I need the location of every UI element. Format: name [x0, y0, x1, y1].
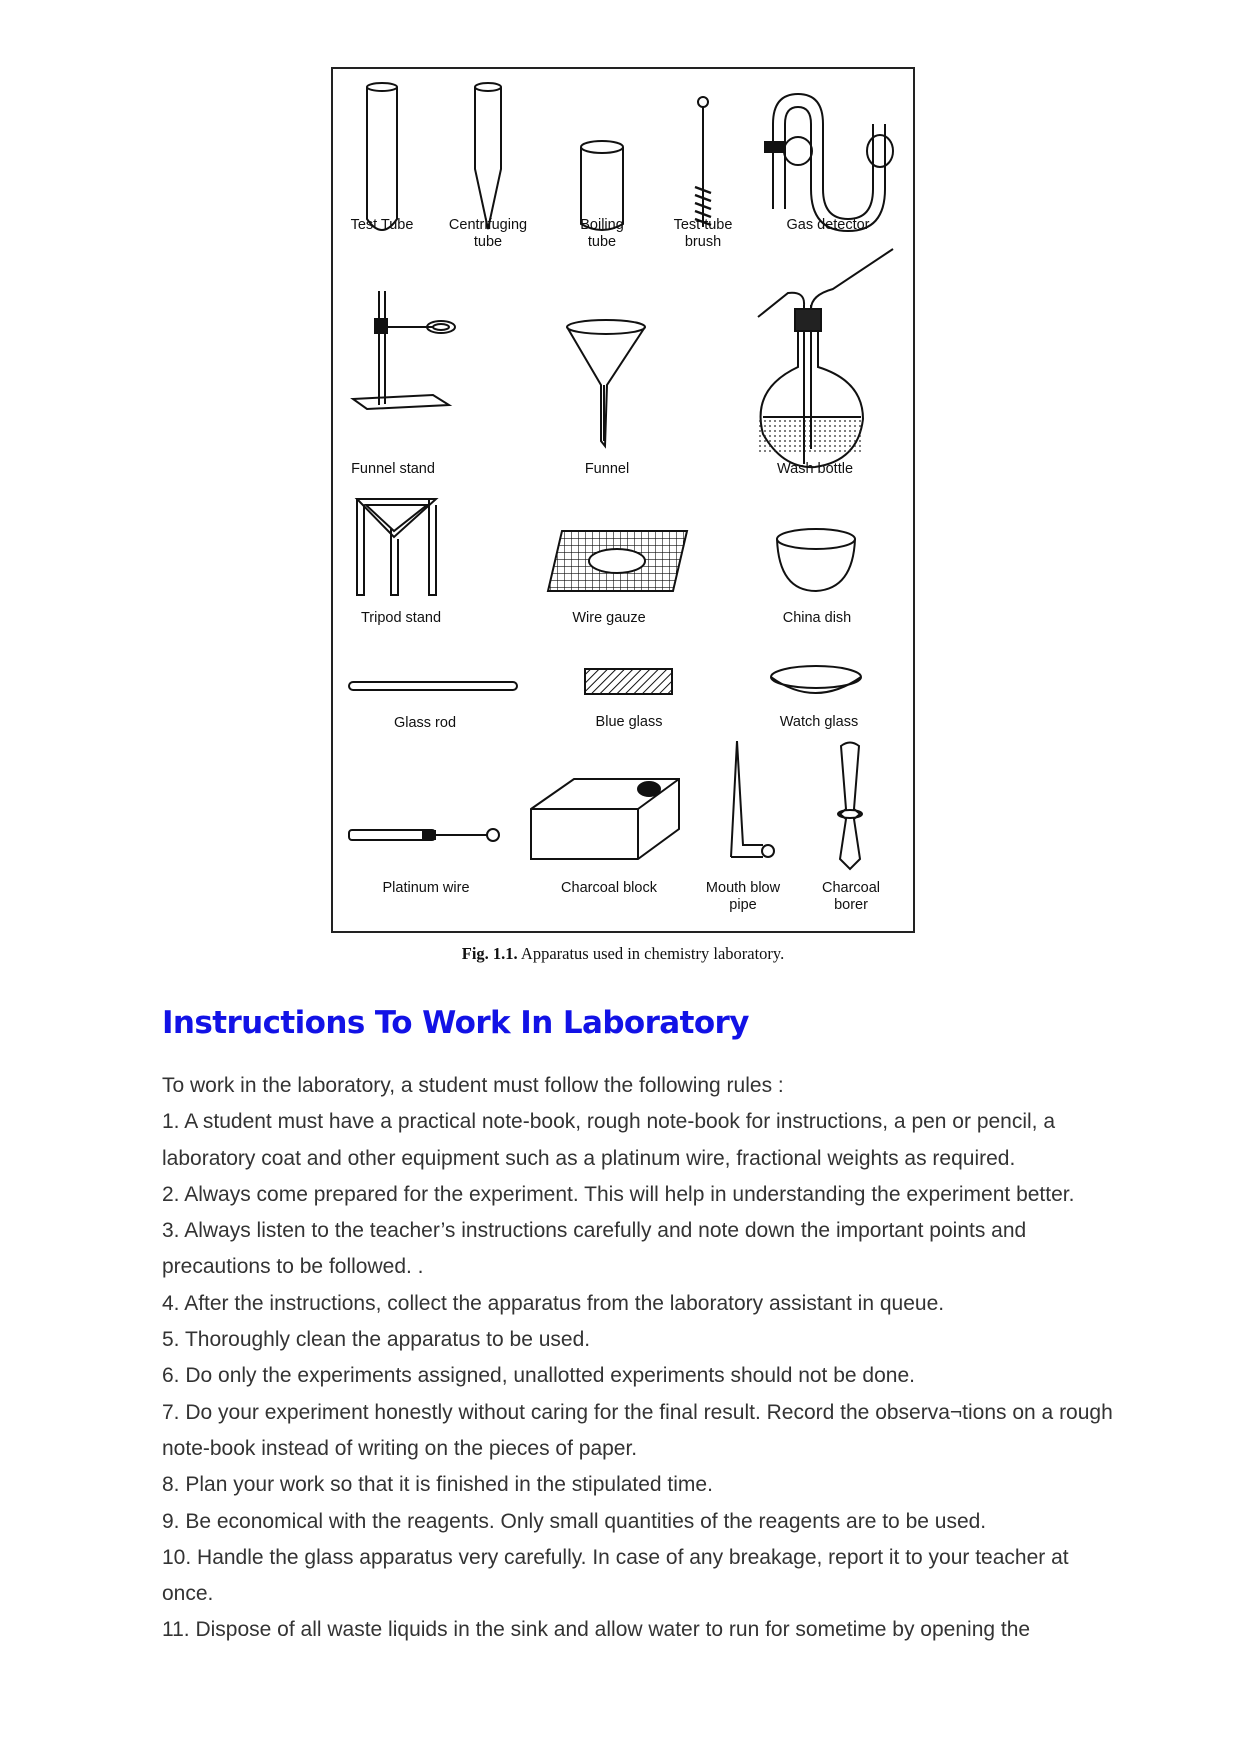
rule-item: 11. Dispose of all waste liquids in the sink and allow water to run for sometime by opening the — [162, 1618, 1031, 1642]
tripod-stand-drawing — [357, 499, 436, 595]
label-charcoal-borer-1: Charcoal — [821, 880, 881, 896]
label-centrifuging-tube-1: Centrifuging — [448, 217, 528, 233]
charcoal-block-drawing — [531, 779, 679, 859]
gas-detector-bulb — [867, 135, 893, 167]
rule-item: 1. A student must have a practical note-book, rough note-book for instructions, a pen or pencil, a laboratory coat and other equipment such as a platinum wire, fractional weights as required. — [162, 1110, 1056, 1170]
label-funnel: Funnel — [584, 461, 630, 477]
label-charcoal-borer-2: borer — [834, 897, 868, 913]
label-china-dish: China dish — [782, 610, 852, 626]
label-test-tube-brush-1: Test tube — [673, 217, 733, 233]
intro-paragraph: To work in the laboratory, a student must follow the following rules : — [162, 1074, 784, 1097]
label-glass-rod: Glass rod — [393, 715, 457, 731]
label-boiling-tube-1: Boiling — [580, 217, 624, 233]
label-blue-glass: Blue glass — [595, 714, 663, 730]
china-dish-drawing — [777, 529, 855, 591]
label-centrifuging-tube-2: tube — [473, 234, 503, 250]
label-funnel-stand: Funnel stand — [351, 461, 435, 477]
funnel-drawing — [567, 320, 645, 446]
rule-item: 10. Handle the glass apparatus very carefully. In case of any breakage, report it to your teacher at once. — [162, 1545, 1069, 1606]
rule-item: 5. Thoroughly clean the apparatus to be used. — [162, 1328, 591, 1352]
figure-caption-text: Apparatus used in chemistry laboratory. — [517, 944, 785, 963]
label-gas-detector: Gas detector — [786, 217, 870, 233]
label-mouth-blow-pipe-1: Mouth blow — [705, 880, 781, 896]
label-mouth-blow-pipe-2: pipe — [729, 897, 757, 913]
section-heading: Instructions To Work In Laboratory — [162, 1005, 749, 1041]
label-test-tube: Test Tube — [350, 217, 414, 233]
gas-detector-drawing — [773, 94, 885, 231]
label-charcoal-block: Charcoal block — [561, 880, 657, 896]
article-body — [162, 1068, 1122, 1649]
label-platinum-wire: Platinum wire — [382, 880, 470, 896]
rule-item: 4. After the instructions, collect the apparatus from the laboratory assistant in queue. — [162, 1291, 945, 1315]
label-watch-glass: Watch glass — [779, 714, 859, 730]
centrifuging-tube-drawing — [475, 83, 501, 229]
apparatus-illustration — [333, 69, 913, 931]
blue-glass-drawing — [585, 669, 672, 694]
funnel-stand-drawing — [353, 291, 455, 409]
test-tube-drawing — [367, 83, 397, 230]
label-test-tube-brush-2: brush — [684, 234, 722, 250]
label-wire-gauze: Wire gauze — [572, 610, 646, 626]
glass-rod-drawing — [349, 682, 517, 690]
rule-item: 2. Always come prepared for the experiment. This will help in understanding the experiment better. — [162, 1182, 1075, 1206]
figure-caption — [331, 944, 915, 964]
rule-item: 8. Plan your work so that it is finished in the stipulated time. — [162, 1473, 713, 1497]
label-wash-bottle: Wash bottle — [776, 461, 854, 477]
rule-item: 7. Do your experiment honestly without caring for the final result. Record the observa¬tions on a rough note-book instead of writing on the pieces of paper. — [162, 1400, 1113, 1460]
gas-detector-cork — [765, 142, 785, 152]
mouth-blow-pipe-drawing — [731, 741, 774, 857]
wash-bottle-drawing — [758, 249, 893, 467]
charcoal-borer-drawing — [838, 743, 862, 870]
watch-glass-drawing — [771, 666, 861, 693]
platinum-wire-drawing — [349, 829, 499, 841]
label-boiling-tube-2: tube — [587, 234, 617, 250]
rule-item: 9. Be economical with the reagents. Only small quantities of the reagents are to be used. — [162, 1509, 987, 1533]
rule-item: 6. Do only the experiments assigned, unallotted experiments should not be done. — [162, 1364, 915, 1388]
wire-gauze-drawing — [548, 531, 687, 591]
label-tripod-stand: Tripod stand — [360, 610, 442, 626]
apparatus-figure — [331, 67, 915, 933]
rule-item: 3. Always listen to the teacher’s instructions carefully and note down the important points and precautions to be followed. . — [162, 1219, 1027, 1279]
figure-caption-number: Fig. 1.1. — [461, 944, 518, 963]
test-tube-brush-drawing — [695, 97, 711, 227]
